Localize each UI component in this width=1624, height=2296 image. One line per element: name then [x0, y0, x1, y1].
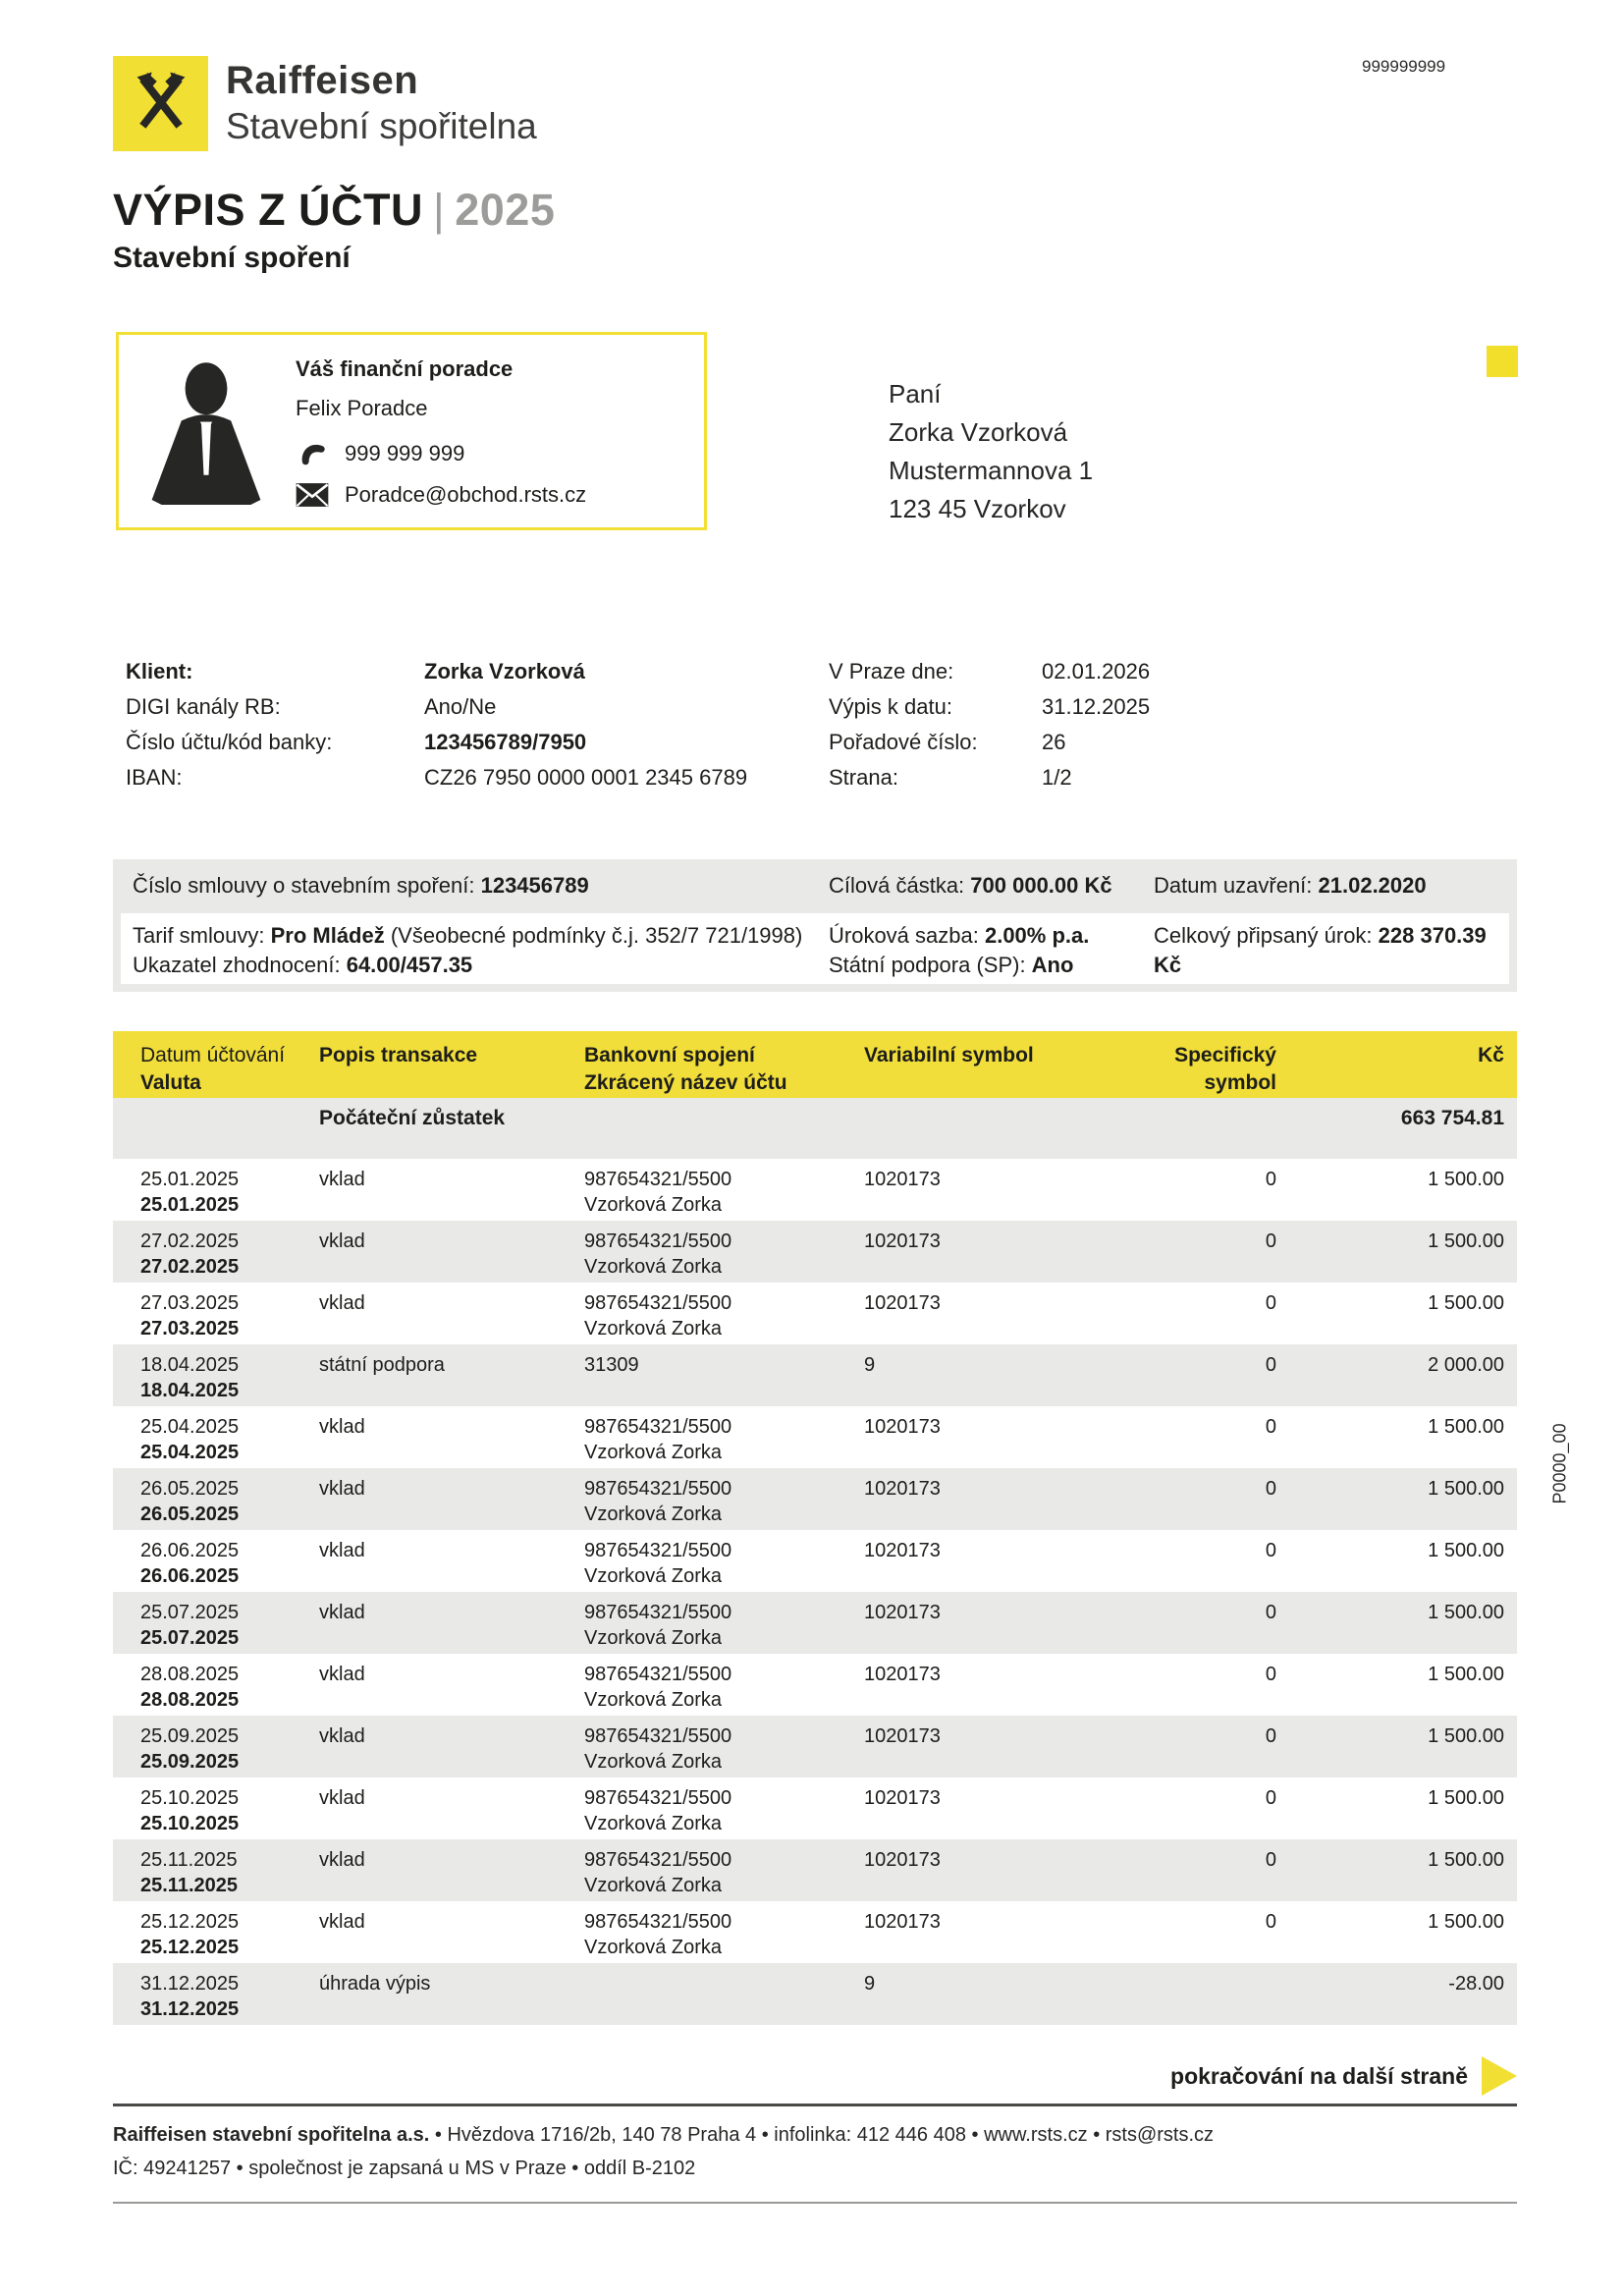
raiffeisen-logo [113, 56, 208, 151]
bank-cell [584, 1600, 864, 1654]
value-date: 27.02.2025 [140, 1256, 240, 1278]
transaction-description: vklad [319, 1416, 365, 1438]
bank-cell [584, 1538, 864, 1592]
specific-symbol: 0 [1265, 1169, 1276, 1190]
gable-cross-icon [126, 66, 196, 141]
contract-detail-col3 [1154, 921, 1509, 984]
transaction-description: vklad [319, 1292, 365, 1314]
amount: -28.00 [1448, 1973, 1504, 1995]
account-short-name: Vzorková Zorka [584, 1937, 723, 1958]
account-short-name: Vzorková Zorka [584, 1875, 723, 1896]
info-label: V Praze dne: [829, 659, 954, 683]
date-cell [140, 1538, 319, 1592]
info-label: DIGI kanály RB: [126, 694, 281, 719]
amount: 1 500.00 [1428, 1911, 1504, 1933]
header-specific-symbol: Specifický symbol [1174, 1044, 1276, 1094]
header-bank: Bankovní spojení Zkrácený název účtu [584, 1044, 787, 1094]
value-date: 25.10.2025 [140, 1813, 240, 1834]
date-cell [140, 1290, 319, 1344]
contract-field [1154, 873, 1517, 913]
title-year: 2025 [455, 185, 556, 235]
table-row [113, 1654, 1517, 1716]
bank-connection: 987654321/5500 [584, 1725, 732, 1747]
bank-cell [584, 1476, 864, 1530]
contract-field-label: Cílová částka: [829, 873, 971, 898]
specific-symbol: 0 [1265, 1540, 1276, 1561]
specific-symbol: 0 [1265, 1416, 1276, 1438]
arrow-right-triangle-icon [1482, 2056, 1517, 2096]
amount: 1 500.00 [1428, 1478, 1504, 1500]
bank-cell [584, 1971, 864, 2025]
info-value: CZ26 7950 0000 0001 2345 6789 [424, 765, 748, 790]
info-value: 31.12.2025 [1042, 694, 1151, 719]
amount: 1 500.00 [1428, 1169, 1504, 1190]
specific-symbol: 0 [1265, 1292, 1276, 1314]
opening-balance-row [113, 1098, 1517, 1159]
continuation-label: pokračování na další straně [1170, 2062, 1468, 2089]
brand-subname: Stavební spořitelna [226, 106, 537, 146]
variable-symbol: 1020173 [864, 1725, 941, 1747]
date-cell [140, 1785, 319, 1839]
table-row [113, 1839, 1517, 1901]
bank-connection: 987654321/5500 [584, 1292, 732, 1314]
variable-symbol: 1020173 [864, 1664, 941, 1685]
transaction-description: vklad [319, 1664, 365, 1685]
advisor-heading: Váš finanční poradce [296, 356, 514, 381]
footer-company-contacts: • Hvězdova 1716/2b, 140 78 Praha 4 • infolinka: 412 446 408 • www.rsts.cz • rsts@rsts.cz [429, 2124, 1215, 2146]
amount: 1 500.00 [1428, 1292, 1504, 1314]
info-label: Klient: [126, 659, 193, 683]
info-label: Strana: [829, 765, 898, 790]
booking-date: 27.03.2025 [140, 1292, 240, 1314]
variable-symbol: 1020173 [864, 1911, 941, 1933]
contract-field-value: 21.02.2020 [1318, 873, 1427, 898]
side-code: P0000_00 [1549, 1423, 1570, 1504]
value-date: 25.09.2025 [140, 1751, 240, 1773]
contract-detail-line: Celkový připsaný úrok: 228 370.39 Kč [1154, 923, 1487, 977]
account-short-name: Vzorková Zorka [584, 1565, 723, 1587]
booking-date: 25.09.2025 [140, 1725, 240, 1747]
contract-field-label: Datum uzavření: [1154, 873, 1319, 898]
footer-line2: IČ: 49241257 • společnost je zapsaná u MS v Praze • oddíl B-2102 [113, 2158, 696, 2179]
info-label: Číslo účtu/kód banky: [126, 730, 333, 754]
header-date: Datum účtování Valuta [140, 1044, 286, 1094]
mail-mark-square [1487, 346, 1518, 377]
bank-cell [584, 1723, 864, 1777]
date-cell [140, 1352, 319, 1406]
client-info-row [126, 760, 1510, 795]
variable-symbol: 1020173 [864, 1292, 941, 1314]
contract-field [133, 873, 829, 913]
bank-connection: 987654321/5500 [584, 1540, 732, 1561]
value-date: 18.04.2025 [140, 1380, 240, 1401]
bank-connection: 987654321/5500 [584, 1169, 732, 1190]
contract-field-label: Číslo smlouvy o stavebním spoření: [133, 873, 481, 898]
date-cell [140, 1229, 319, 1283]
page-subtitle: Stavební spoření [113, 242, 351, 274]
transaction-description: vklad [319, 1911, 365, 1933]
bank-cell [584, 1847, 864, 1901]
bank-cell [584, 1352, 864, 1406]
footer-rule-light [113, 2202, 1517, 2204]
bank-cell [584, 1229, 864, 1283]
amount: 2 000.00 [1428, 1354, 1504, 1376]
info-value: Ano/Ne [424, 694, 497, 719]
info-value: Zorka Vzorková [424, 659, 585, 683]
account-short-name: Vzorková Zorka [584, 1256, 723, 1278]
info-value: 123456789/7950 [424, 730, 587, 754]
title-separator: | [433, 185, 446, 235]
specific-symbol: 0 [1265, 1230, 1276, 1252]
page-title-main: VÝPIS Z ÚČTU [113, 185, 424, 235]
account-short-name: Vzorková Zorka [584, 1318, 723, 1339]
contract-summary [113, 859, 1517, 992]
bank-cell [584, 1662, 864, 1716]
value-date: 25.11.2025 [140, 1875, 238, 1896]
bank-connection: 987654321/5500 [584, 1849, 732, 1871]
contract-detail-col1 [133, 921, 829, 984]
contract-field [829, 873, 1154, 913]
specific-symbol: 0 [1265, 1911, 1276, 1933]
bank-cell [584, 1909, 864, 1963]
bank-cell [584, 1290, 864, 1344]
specific-symbol: 0 [1265, 1849, 1276, 1871]
value-date: 26.06.2025 [140, 1565, 240, 1587]
specific-symbol: 0 [1265, 1664, 1276, 1685]
table-row [113, 1406, 1517, 1468]
date-cell [140, 1971, 319, 2025]
date-cell [140, 1909, 319, 1963]
info-value: 02.01.2026 [1042, 659, 1151, 683]
header-amount: Kč [1478, 1044, 1504, 1066]
address-line: Mustermannova 1 [889, 456, 1094, 485]
table-row [113, 1963, 1517, 2025]
variable-symbol: 1020173 [864, 1849, 941, 1871]
table-row [113, 1901, 1517, 1963]
transaction-description: státní podpora [319, 1354, 445, 1376]
value-date: 25.04.2025 [140, 1442, 240, 1463]
value-date: 31.12.2025 [140, 1998, 240, 2020]
table-row [113, 1716, 1517, 1777]
client-info-row [126, 654, 1510, 689]
amount: 1 500.00 [1428, 1230, 1504, 1252]
booking-date: 25.07.2025 [140, 1602, 240, 1623]
table-header [113, 1031, 1517, 1098]
opening-balance-label: Počáteční zůstatek [319, 1107, 506, 1129]
address-line: Zorka Vzorková [889, 417, 1068, 447]
variable-symbol: 1020173 [864, 1602, 941, 1623]
contract-detail-line: Úroková sazba: 2.00% p.a. [829, 923, 1090, 948]
account-short-name: Vzorková Zorka [584, 1627, 723, 1649]
table-row [113, 1221, 1517, 1283]
value-date: 25.07.2025 [140, 1627, 240, 1649]
contract-detail-line: Státní podpora (SP): Ano [829, 953, 1074, 977]
header-description: Popis transakce [319, 1044, 478, 1066]
amount: 1 500.00 [1428, 1787, 1504, 1809]
bank-connection: 987654321/5500 [584, 1602, 732, 1623]
variable-symbol: 1020173 [864, 1787, 941, 1809]
transaction-description: vklad [319, 1725, 365, 1747]
variable-symbol: 9 [864, 1354, 876, 1376]
booking-date: 27.02.2025 [140, 1230, 240, 1252]
specific-symbol [1103, 1971, 1276, 2025]
advisor-card [116, 332, 707, 530]
value-date: 26.05.2025 [140, 1503, 240, 1525]
info-value: 1/2 [1042, 765, 1072, 790]
specific-symbol: 0 [1265, 1354, 1276, 1376]
account-short-name: Vzorková Zorka [584, 1751, 723, 1773]
client-info-row [126, 725, 1510, 760]
booking-date: 28.08.2025 [140, 1664, 240, 1685]
booking-date: 26.06.2025 [140, 1540, 240, 1561]
continuation-note [1170, 2056, 1517, 2096]
phone-icon [296, 437, 337, 470]
bank-connection: 987654321/5500 [584, 1416, 732, 1438]
variable-symbol: 9 [864, 1973, 876, 1995]
date-cell [140, 1476, 319, 1530]
advisor-avatar-icon [142, 349, 270, 518]
document-ref-number: 999999999 [1362, 57, 1446, 76]
booking-date: 26.05.2025 [140, 1478, 240, 1500]
transaction-description: vklad [319, 1849, 365, 1871]
variable-symbol: 1020173 [864, 1169, 941, 1190]
transaction-description: vklad [319, 1169, 365, 1190]
brand-name: Raiffeisen [226, 59, 419, 102]
bank-cell [584, 1785, 864, 1839]
specific-symbol: 0 [1265, 1787, 1276, 1809]
booking-date: 25.10.2025 [140, 1787, 240, 1809]
booking-date: 31.12.2025 [140, 1973, 240, 1995]
address-line: Paní [889, 379, 942, 409]
contract-field-value: 700 000.00 Kč [970, 873, 1112, 898]
specific-symbol: 0 [1265, 1725, 1276, 1747]
bank-connection: 987654321/5500 [584, 1478, 732, 1500]
table-row [113, 1159, 1517, 1221]
date-cell [140, 1167, 319, 1221]
contract-detail-line: Ukazatel zhodnocení: 64.00/457.35 [133, 953, 473, 977]
info-label: Pořadové číslo: [829, 730, 978, 754]
booking-date: 25.12.2025 [140, 1911, 240, 1933]
transaction-description: vklad [319, 1787, 365, 1809]
info-value: 26 [1042, 730, 1066, 754]
specific-symbol: 0 [1265, 1602, 1276, 1623]
address-line: 123 45 Vzorkov [889, 494, 1066, 523]
advisor-phone: 999 999 999 [345, 441, 465, 465]
info-label: Výpis k datu: [829, 694, 952, 719]
value-date: 27.03.2025 [140, 1318, 240, 1339]
amount: 1 500.00 [1428, 1416, 1504, 1438]
variable-symbol: 1020173 [864, 1416, 941, 1438]
booking-date: 25.04.2025 [140, 1416, 240, 1438]
transactions-table [113, 1031, 1517, 2025]
value-date: 28.08.2025 [140, 1689, 240, 1711]
recipient-address [889, 375, 1093, 528]
envelope-icon [296, 482, 337, 508]
advisor-email: Poradce@obchod.rsts.cz [345, 482, 587, 507]
table-row [113, 1283, 1517, 1344]
transaction-description: vklad [319, 1478, 365, 1500]
bank-connection: 987654321/5500 [584, 1787, 732, 1809]
client-info-row [126, 689, 1510, 725]
account-short-name: Vzorková Zorka [584, 1503, 723, 1525]
client-info [126, 654, 1510, 795]
footer-company-name: Raiffeisen stavební spořitelna a.s. [113, 2124, 430, 2146]
bank-cell [584, 1414, 864, 1468]
amount: 1 500.00 [1428, 1725, 1504, 1747]
bank-connection: 31309 [584, 1354, 639, 1376]
date-cell [140, 1600, 319, 1654]
value-date: 25.12.2025 [140, 1937, 240, 1958]
account-short-name: Vzorková Zorka [584, 1813, 723, 1834]
date-cell [140, 1662, 319, 1716]
table-row [113, 1344, 1517, 1406]
page-title [113, 185, 555, 236]
info-label: IBAN: [126, 765, 183, 790]
opening-balance-amount: 663 754.81 [1400, 1107, 1504, 1129]
transaction-description: vklad [319, 1540, 365, 1561]
account-short-name: Vzorková Zorka [584, 1442, 723, 1463]
table-row [113, 1468, 1517, 1530]
account-short-name: Vzorková Zorka [584, 1689, 723, 1711]
transaction-description: vklad [319, 1602, 365, 1623]
booking-date: 18.04.2025 [140, 1354, 240, 1376]
specific-symbol: 0 [1265, 1478, 1276, 1500]
date-cell [140, 1414, 319, 1468]
table-row [113, 1777, 1517, 1839]
bank-connection: 987654321/5500 [584, 1230, 732, 1252]
transaction-description: vklad [319, 1230, 365, 1252]
transaction-description: úhrada výpis [319, 1973, 431, 1995]
amount: 1 500.00 [1428, 1602, 1504, 1623]
account-short-name: Vzorková Zorka [584, 1194, 723, 1216]
variable-symbol: 1020173 [864, 1478, 941, 1500]
variable-symbol: 1020173 [864, 1540, 941, 1561]
table-row [113, 1592, 1517, 1654]
table-row [113, 1530, 1517, 1592]
date-cell [140, 1723, 319, 1777]
booking-date: 25.11.2025 [140, 1849, 238, 1871]
amount: 1 500.00 [1428, 1540, 1504, 1561]
variable-symbol: 1020173 [864, 1230, 941, 1252]
amount: 1 500.00 [1428, 1849, 1504, 1871]
bank-connection: 987654321/5500 [584, 1911, 732, 1933]
header-variable-symbol: Variabilní symbol [864, 1044, 1034, 1066]
footer-rule-dark [113, 2104, 1517, 2106]
advisor-name: Felix Poradce [296, 396, 428, 420]
booking-date: 25.01.2025 [140, 1169, 240, 1190]
contract-summary-detail-row [121, 913, 1509, 984]
contract-field-value: 123456789 [480, 873, 589, 898]
contract-detail-line: Tarif smlouvy: Pro Mládež (Všeobecné podmínky č.j. 352/7 721/1998) [133, 923, 803, 948]
amount: 1 500.00 [1428, 1664, 1504, 1685]
bank-cell [584, 1167, 864, 1221]
contract-detail-col2 [829, 921, 1154, 984]
bank-connection: 987654321/5500 [584, 1664, 732, 1685]
table-body [113, 1159, 1517, 2025]
contract-summary-top-row [113, 859, 1517, 913]
footer-line1 [113, 2124, 1214, 2147]
value-date: 25.01.2025 [140, 1194, 240, 1216]
date-cell [140, 1847, 319, 1901]
